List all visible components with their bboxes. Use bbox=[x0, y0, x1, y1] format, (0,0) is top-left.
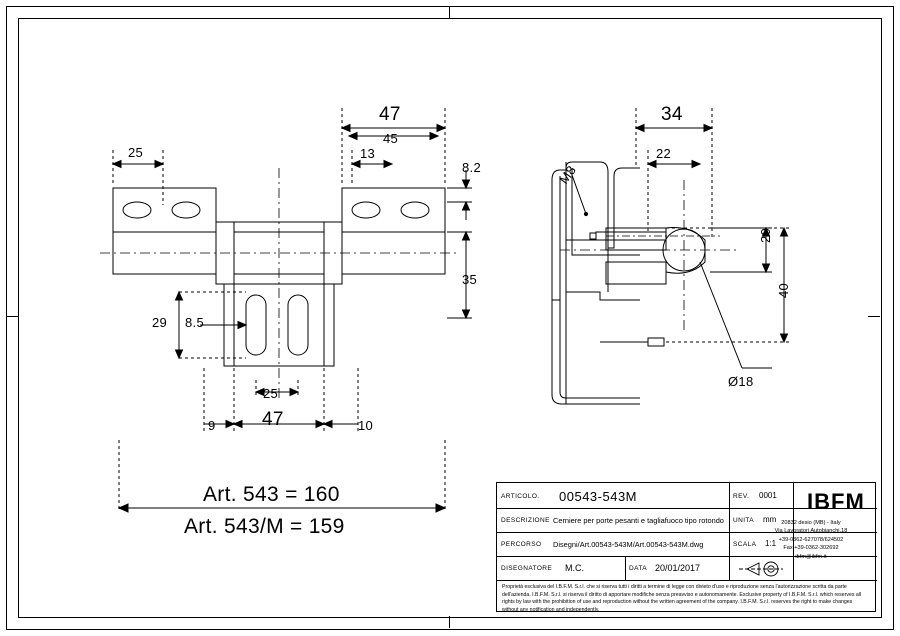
company-address-line-2: Via Lavoratori Autobianchi,18 bbox=[774, 528, 848, 535]
tb-value-unita: mm bbox=[763, 515, 777, 524]
company-address-line-1: 20832 desio (MB) - Italy bbox=[781, 520, 841, 526]
overall-label-art543: Art. 543 = 160 bbox=[203, 483, 340, 506]
overall-label-art543m: Art. 543/M = 159 bbox=[184, 515, 345, 538]
dim-label-45: 45 bbox=[383, 131, 399, 146]
dim-label-47-bottom: 47 bbox=[262, 409, 284, 430]
tb-key-percorso: PERCORSO bbox=[501, 541, 542, 548]
legal-note: Proprietà esclusiva del I.B.F.M. S.r.l. che si riserva tutti i diritti a termine di legge con divieto d'uso e riproduzione senza l'autorizzazione scritta da parte dell'azienda. I.B.F.M. S.r.l. si riserva il diritto di apportare modifiche senza preavviso e autonomamente. Exclusive property of I.B.F.M. S.r.l. which reserves all rights by law with the prohibition of use and reproduction without the written agreement of the company. I.B.F.M. S.r.l. reserves the right to make changes without any notification and independently. bbox=[502, 584, 862, 613]
title-block bbox=[496, 482, 876, 612]
tb-vrule-1 bbox=[729, 483, 730, 580]
company-address-line-4: Fax +39-0362-302692 bbox=[783, 545, 839, 552]
tb-value-rev: 0001 bbox=[759, 491, 777, 500]
tb-value-descrizione: Cerniere per porte pesanti e tagliafuoco tipo rotondo bbox=[553, 516, 724, 525]
tb-vrule-3 bbox=[625, 556, 626, 580]
tb-key-disegnatore: DISEGNATORE bbox=[501, 565, 553, 572]
dim-label-25-bottom: 25 bbox=[263, 386, 279, 401]
dim-label-8-5: 8.5 bbox=[185, 315, 204, 330]
hole-label-d18: Ø18 bbox=[728, 374, 754, 389]
dim-label-8-2: 8.2 bbox=[462, 160, 481, 175]
company-address bbox=[746, 519, 876, 561]
tb-value-disegnatore: M.C. bbox=[565, 563, 584, 573]
tb-key-scala: SCALA bbox=[733, 541, 757, 548]
dim-label-47-top: 47 bbox=[379, 104, 401, 125]
dim-label-25-left: 25 bbox=[128, 145, 144, 160]
dim-label-13: 13 bbox=[360, 146, 376, 161]
company-address-line-3: +39-0362-627078/624502 bbox=[778, 536, 844, 543]
company-logo: IBFM bbox=[807, 489, 865, 514]
dim-label-34: 34 bbox=[661, 104, 683, 125]
tb-key-rev: REV. bbox=[733, 493, 750, 500]
tb-key-unita: UNITA bbox=[733, 517, 755, 524]
tb-key-descrizione: DESCRIZIONE bbox=[501, 517, 550, 524]
tb-value-scala: 1:1 bbox=[765, 539, 777, 548]
tb-value-articolo: 00543-543M bbox=[559, 489, 637, 504]
dim-label-22: 22 bbox=[656, 146, 672, 161]
company-address-line-5: ibfm@ibfm.it bbox=[795, 553, 827, 560]
tb-rule-4 bbox=[497, 580, 877, 581]
tb-value-data: 20/01/2017 bbox=[655, 563, 701, 573]
dim-label-40: 40 bbox=[776, 282, 791, 298]
tb-value-percorso: Disegni/Art.00543-543M/Art.00543-543M.dwg bbox=[553, 540, 704, 549]
dim-label-29: 29 bbox=[152, 315, 168, 330]
dim-label-10: 10 bbox=[358, 418, 374, 433]
tb-key-data: DATA bbox=[629, 565, 647, 572]
tb-key-articolo: ARTICOLO. bbox=[501, 493, 540, 500]
thread-label-m8: M8 bbox=[556, 162, 579, 187]
dim-label-9: 9 bbox=[208, 418, 216, 433]
dim-label-20: 20 bbox=[758, 227, 773, 243]
dim-label-35: 35 bbox=[462, 272, 478, 287]
